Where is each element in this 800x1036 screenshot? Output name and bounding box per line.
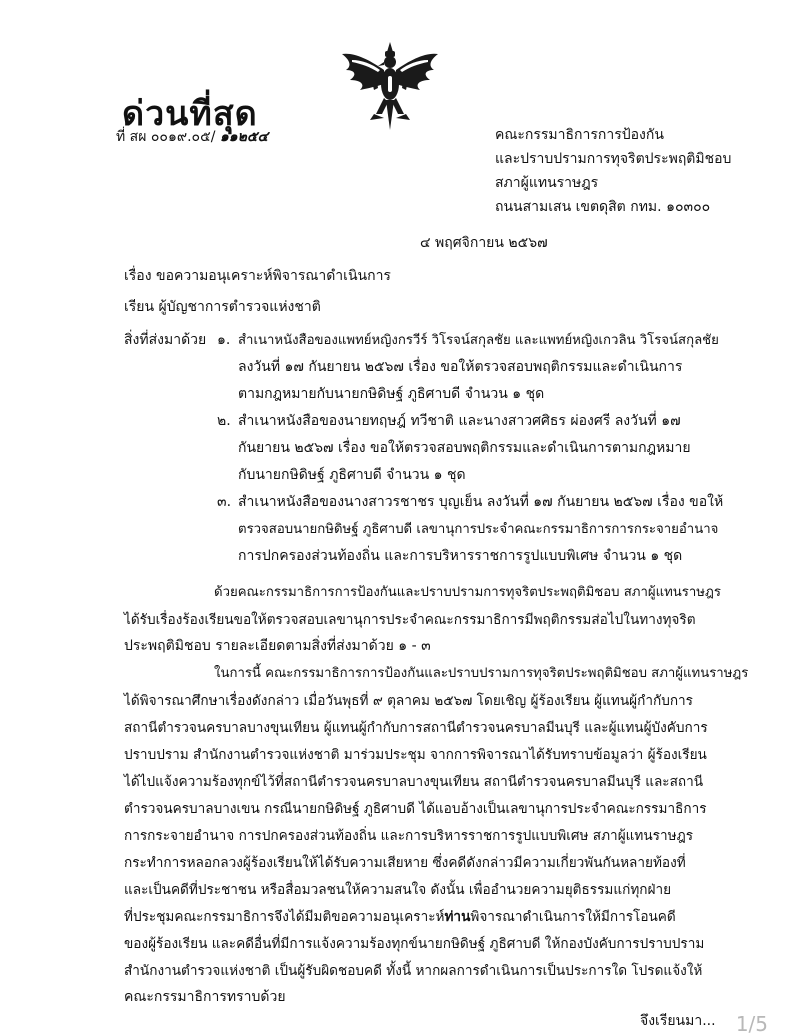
address-line: คณะกรรมาธิการการป้องกัน bbox=[495, 127, 664, 143]
address-line: สภาผู้แทนราษฎร bbox=[495, 175, 599, 191]
document-number-handwritten: ๑๑๒๕๔ bbox=[219, 129, 269, 145]
paragraph-line: ประพฤติมิชอบ รายละเอียดตามสิ่งที่ส่งมาด้วย ๑ - ๓ bbox=[124, 638, 431, 654]
page-indicator: 1/5 bbox=[735, 1012, 768, 1036]
enclosure-number: ๑. bbox=[217, 332, 231, 348]
paragraph-text: พิจารณาดำเนินการให้มีการโอนคดี bbox=[470, 909, 676, 925]
paragraph-line: ด้วยคณะกรรมาธิการการป้องกันและปราบปรามการทุจริตประพฤติมิชอบ สภาผู้แทนราษฎร bbox=[214, 585, 721, 600]
subject-line: เรื่อง ขอความอนุเคราะห์พิจารณาดำเนินการ bbox=[124, 268, 391, 284]
enclosure-line: สำเนาหนังสือของนายทฤษฎ์ ทวีชาติ และนางสาวศศิธร ผ่องศรี ลงวันที่ ๑๗ bbox=[238, 413, 681, 429]
enclosure-line: กันยายน ๒๕๖๗ เรื่อง ขอให้ตรวจสอบพฤติกรรมและดำเนินการตามกฎหมาย bbox=[238, 440, 691, 456]
urgency-heading: ด่วนที่สุด bbox=[122, 94, 258, 134]
paragraph-bold-text: ท่าน bbox=[444, 909, 471, 925]
recipient-line: เรียน ผู้บัญชาการตำรวจแห่งชาติ bbox=[124, 299, 321, 315]
closing-line: จึงเรียนมา... bbox=[640, 1013, 716, 1029]
enclosure-line: ตามกฎหมายกับนายกษิดิษฐ์ ภูธิศาบดี จำนวน ๑ ชุด bbox=[238, 386, 545, 402]
paragraph-line: ของผู้ร้องเรียน และคดีอื่นที่มีการแจ้งความร้องทุกข์นายกษิดิษฐ์ ภูธิศาบดี ให้กองบังคับการปราบปราม bbox=[124, 936, 705, 952]
document-number bbox=[116, 126, 268, 148]
paragraph-line: และเป็นคดีที่ประชาชน หรือสื่อมวลชนให้ความสนใจ ดังนั้น เพื่ออำนวยความยุติธรรมแก่ทุกฝ่าย bbox=[124, 882, 672, 898]
paragraph-line: สำนักงานตำรวจแห่งชาติ เป็นผู้รับผิดชอบคดี ทั้งนี้ หากผลการดำเนินการเป็นประการใด โปรดแจ้งให้ bbox=[124, 963, 703, 979]
address-line: และปราบปรามการทุจริตประพฤติมิชอบ bbox=[495, 151, 732, 167]
letter-date: ๔ พฤศจิกายน ๒๕๖๗ bbox=[420, 235, 548, 251]
paragraph-line: สถานีตำรวจนครบาลบางขุนเทียน ผู้แทนผู้กำกับการสถานีตำรวจนครบาลมีนบุรี และผู้แทนผู้บังคับการ bbox=[124, 720, 708, 736]
paragraph-line: ในการนี้ คณะกรรมาธิการการป้องกันและปราบปรามการทุจริตประพฤติมิชอบ สภาผู้แทนราษฎร bbox=[214, 666, 749, 681]
enclosure-number: ๓. bbox=[217, 494, 232, 510]
enclosures-label: สิ่งที่ส่งมาด้วย bbox=[124, 332, 207, 348]
paragraph-line: ได้รับเรื่องร้องเรียนขอให้ตรวจสอบเลขานุการประจำคณะกรรมาธิการมีพฤติกรรมส่อไปในทางทุจริต bbox=[124, 612, 696, 628]
enclosure-line: การปกครองส่วนท้องถิ่น และการบริหารราชการรูปแบบพิเศษ จำนวน ๑ ชุด bbox=[238, 548, 683, 564]
enclosure-line: สำเนาหนังสือของแพทย์หญิงกรวีร์ วิโรจน์สกุลชัย และแพทย์หญิงเกวลิน วิโรจน์สกุลชัย bbox=[238, 333, 719, 348]
paragraph-line: ตำรวจนครบาลบางเขน กรณีนายกษิดิษฐ์ ภูธิศาบดี ได้แอบอ้างเป็นเลขานุการประจำคณะกรรมาธิการ bbox=[124, 801, 707, 817]
paragraph-line: กระทำการหลอกลวงผู้ร้องเรียนให้ได้รับความเสียหาย ซึ่งคดีดังกล่าวมีความเกี่ยวพันกันหลายท้องที่ bbox=[124, 855, 686, 871]
paragraph-line: ได้พิจารณาศึกษาเรื่องดังกล่าว เมื่อวันพุธที่ ๙ ตุลาคม ๒๕๖๗ โดยเชิญ ผู้ร้องเรียน ผู้แทนผู้กำกับการ bbox=[124, 693, 693, 709]
document-number-prefix: ที่ สผ ๐๐๑๙.๐๕/ bbox=[116, 129, 216, 145]
paragraph-line: ได้ไปแจ้งความร้องทุกข์ไว้ที่สถานีตำรวจนครบาลบางขุนเทียน สถานีตำรวจนครบาลมีนบุรี และสถานี bbox=[124, 774, 704, 790]
paragraph-line: ปราบปราม สำนักงานตำรวจแห่งชาติ มาร่วมประชุม จากการพิจารณาได้รับทราบข้อมูลว่า ผู้ร้องเรียน bbox=[124, 747, 707, 763]
address-line: ถนนสามเสน เขตดุสิต กทม. ๑๐๓๐๐ bbox=[495, 199, 711, 215]
enclosure-line: กับนายกษิดิษฐ์ ภูธิศาบดี จำนวน ๑ ชุด bbox=[238, 467, 466, 483]
enclosure-line: ตรวจสอบนายกษิดิษฐ์ ภูธิศาบดี เลขานุการประจำคณะกรรมาธิการการกระจายอำนาจ bbox=[238, 522, 719, 537]
enclosure-number: ๒. bbox=[217, 413, 231, 429]
paragraph-line bbox=[124, 905, 676, 927]
paragraph-line: คณะกรรมาธิการทราบด้วย bbox=[124, 989, 286, 1005]
paragraph-text: ที่ประชุมคณะกรรมาธิการจึงได้มีมติขอความอนุเคราะห์ bbox=[124, 909, 445, 925]
enclosure-line: สำเนาหนังสือของนางสาวรชาชร บุญเย็น ลงวันที่ ๑๗ กันยายน ๒๕๖๗ เรื่อง ขอให้ bbox=[238, 494, 724, 510]
paragraph-line: การกระจายอำนาจ การปกครองส่วนท้องถิ่น และการบริหารราชการรูปแบบพิเศษ สภาผู้แทนราษฎร bbox=[124, 828, 693, 844]
enclosure-line: ลงวันที่ ๑๗ กันยายน ๒๕๖๗ เรื่อง ขอให้ตรวจสอบพฤติกรรมและดำเนินการ bbox=[238, 359, 683, 375]
garuda-emblem-icon bbox=[340, 40, 440, 132]
